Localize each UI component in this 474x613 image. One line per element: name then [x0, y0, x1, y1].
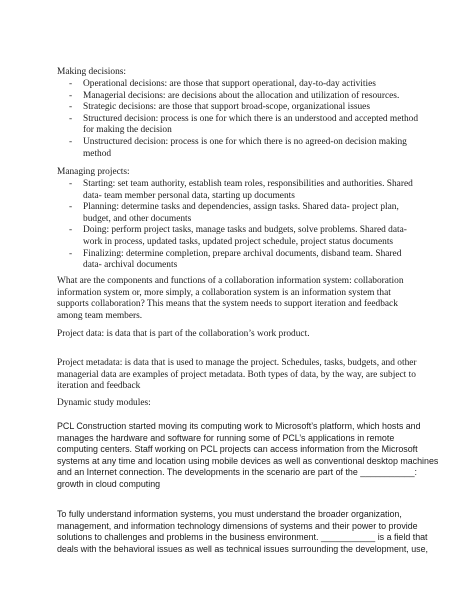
project-metadata-paragraph: Project metadata: is data that is used to manage the project. Schedules, tasks, budgets, and other managerial data are examples of project metadata. Both types of data, by the way, are subject to iteration and feedback	[57, 358, 417, 392]
list-item: - Operational decisions: are those that support operational, day-to-day activities	[69, 79, 376, 89]
components-paragraph: What are the components and functions of a collaboration information system: collaboration information system or, more simply, a collaboration system is an information system that supports collaboration? This means that the system needs to support iteration and feedback among team members.	[57, 276, 404, 321]
list-item: - Managerial decisions: are decisions about the allocation and utilization of resources.	[69, 90, 400, 101]
list-item: - Strategic decisions: are those that support broad-scope, organizational issues	[69, 102, 370, 113]
list-item: - Finalizing: determine completion, prepare archival documents, disband team. Shared data- archival documents	[69, 248, 402, 271]
projects-list	[57, 179, 425, 272]
pcl-paragraph: PCL Construction started moving its computing work to Microsoft’s platform, which hosts and manages the hardware and software for running some of PCL’s applications in remote computing centers. Staff working on PCL projects can access information from the Microsoft systems at any time and location using mobile devices as well as conventional desktop machines and an Internet connection. The developments in the scenario are part of the ___________: growth in cloud computing	[57, 421, 439, 489]
list-item: - Unstructured decision: process is one for which there is no agreed-on decision making method	[69, 136, 407, 159]
list-item: - Structured decision: process is one for which there is an understood and accepted method for making the decision	[69, 113, 419, 136]
list-item: - Planning: determine tasks and dependencies, assign tasks. Shared data- project plan, budget, and other documents	[69, 202, 399, 224]
projects-heading: Managing projects:	[57, 167, 130, 177]
info-systems-paragraph: To fully understand information systems, you must understand the broader organization, management, and information technology dimensions of systems and their power to provide solutions to challenges and problems in the business environment. ___________ is a field that deals with the behavioral issues as well as technical issues surrounding the development, use,	[57, 509, 428, 554]
decisions-list	[57, 79, 425, 160]
list-item: - Starting: set team authority, establish team roles, responsibilities and authorities. Shared data- team member personal data, starting up documents	[69, 179, 413, 201]
project-data-paragraph: Project data: is data that is part of the collaboration’s work product.	[57, 329, 310, 339]
list-item: - Doing: perform project tasks, manage tasks and budgets, solve problems. Shared data- work in process, updated tasks, updated project schedule, project status documents	[69, 225, 407, 247]
study-modules-heading: Dynamic study modules:	[57, 398, 151, 408]
decisions-heading: Making decisions:	[57, 67, 127, 77]
